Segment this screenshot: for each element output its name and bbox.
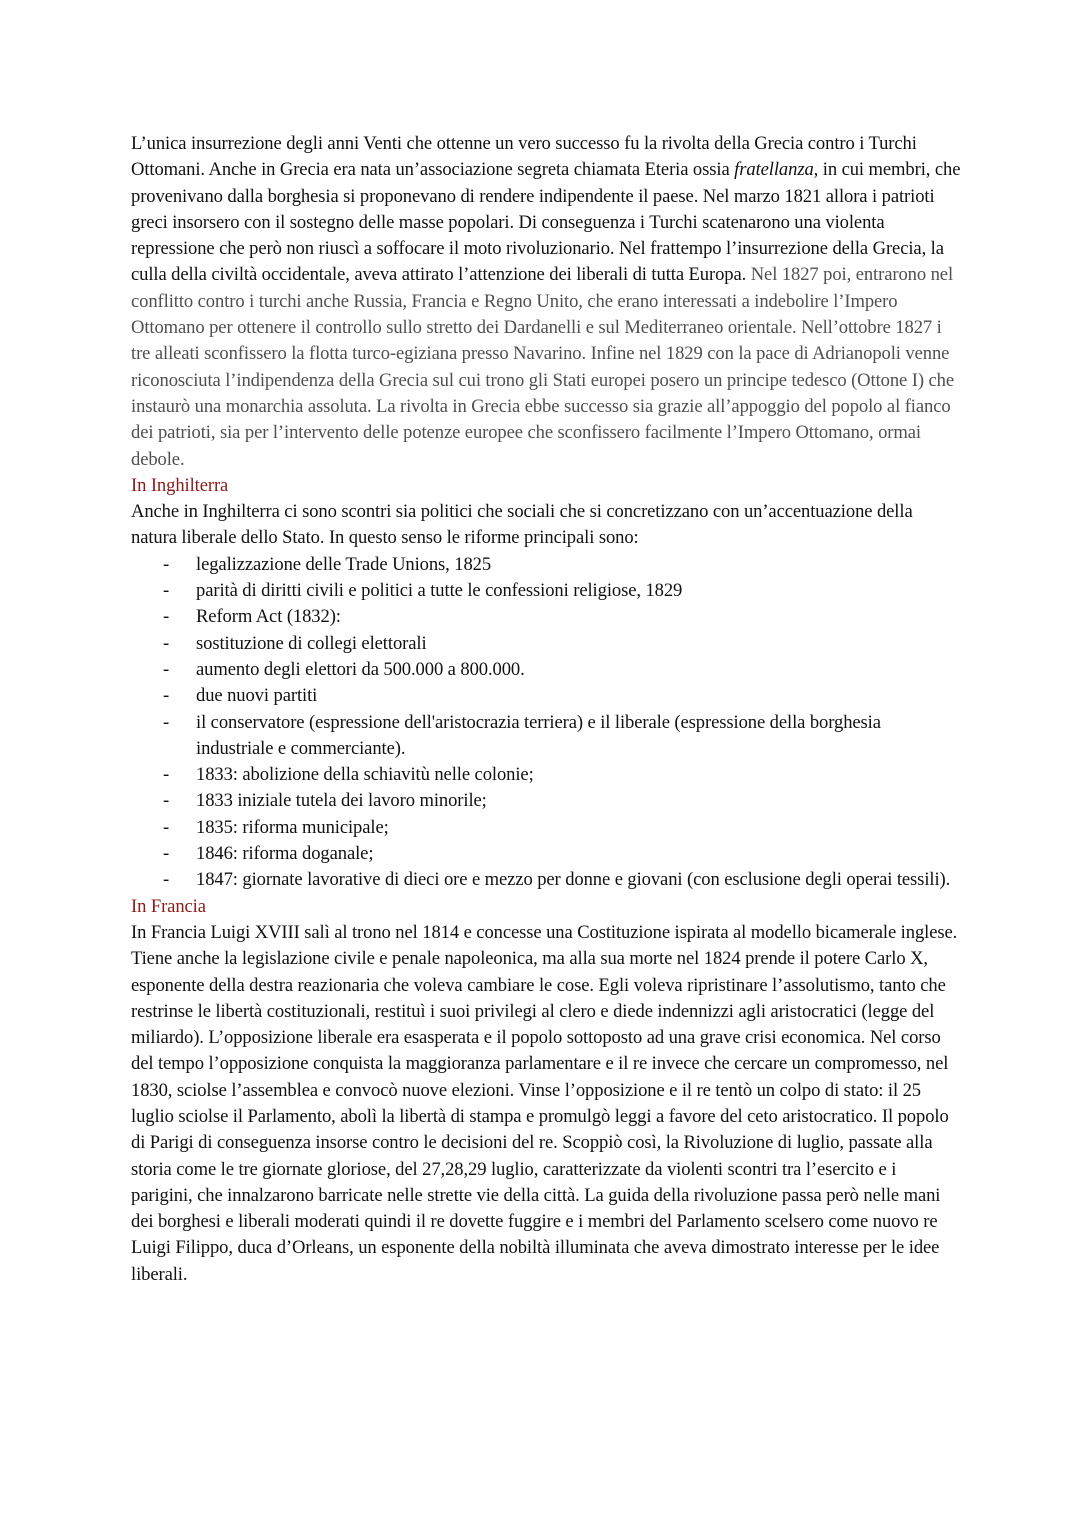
list-item: - 1835: riforma municipale;	[131, 815, 961, 841]
italic-term: fratellanza	[734, 159, 814, 181]
list-item: - parità di diritti civili e politici a tutte le confessioni religiose, 1829	[131, 578, 961, 604]
paragraph-text-secondary: Nel 1827 poi, entrarono nel conflitto contro i turchi anche Russia, Francia e Regno Unito, che erano interessati a indebolire l’Impero Ottomano per ottenere il controllo sullo stretto dei Dardanelli e sul Mediterraneo orientale. Nell’ottobre 1827 i tre alleati sconfissero la flotta turco-egiziana presso Navarino. Infine nel 1829 con la pace di Adrianopoli venne riconosciuta l’indipendenza della Grecia sul cui trono gli Stati europei posero un principe tedesco (Ottone I) che instaurò una monarchia assoluta. La rivolta in Grecia ebbe successo sia grazie all’appoggio del popolo al fianco dei patrioti, sia per l’intervento delle potenze europee che sconfissero facilmente l’Impero Ottomano, ormai debole.	[131, 264, 954, 470]
list-item: - Reform Act (1832):	[131, 604, 961, 630]
reforms-list	[131, 552, 961, 894]
paragraph-inghilterra-intro: Anche in Inghilterra ci sono scontri sia politici che sociali che si concretizzano con un’accentuazione della natura liberale dello Stato. In questo senso le riforme principali sono:	[131, 501, 913, 549]
section-heading-inghilterra: In Inghilterra	[131, 474, 229, 496]
list-item: - sostituzione di collegi elettorali	[131, 631, 961, 657]
paragraph-francia: In Francia Luigi XVIII salì al trono nel 1814 e concesse una Costituzione ispirata al modello bicamerale inglese. Tiene anche la legislazione civile e penale napoleonica, ma alla sua morte nel 1824 prende il potere Carlo X, esponente della destra reazionaria che voleva cambiare le cose. Egli voleva ripristinare l’assolutismo, tanto che restrinse le libertà costituzionali, restituì i suoi privilegi al clero e diede indennizzi agli aristocratici (legge del miliardo). L’opposizione liberale era esasperata e il popolo sottoposto ad una grave crisi economica. Nel corso del tempo l’opposizione conquista la maggioranza parlamentare e il re invece che cercare un compromesso, nel 1830, sciolse l’assemblea e convocò nuove elezioni. Vinse l’opposizione e il re tentò un colpo di stato: il 25 luglio sciolse il Parlamento, abolì la libertà di stampa e promulgò leggi a favore del ceto aristocratico. Il popolo di Parigi di conseguenza insorse contro le decisioni del re. Scoppiò così, la Rivoluzione di luglio, passate alla storia come le tre giornate gloriose, del 27,28,29 luglio, caratterizzate da violenti scontri tra l’esercito e i parigini, che innalzarono barricate nelle strette vie della città. La guida della rivoluzione passa però nelle mani dei borghesi e liberali moderati quindi il re dovette fuggire e i membri del Parlamento scelsero come nuovo re Luigi Filippo, duca d’Orleans, un esponente della nobiltà illuminata che aveva dimostrato interesse per le idee liberali.	[131, 921, 958, 1285]
list-item: - due nuovi partiti	[131, 683, 961, 709]
list-item: - 1833: abolizione della schiavitù nelle colonie;	[131, 762, 961, 788]
list-item: - legalizzazione delle Trade Unions, 1825	[131, 552, 961, 578]
list-item: - 1847: giornate lavorative di dieci ore e mezzo per donne e giovani (con esclusione degli operai tessili).	[131, 867, 961, 893]
section-heading-francia: In Francia	[131, 895, 206, 917]
paragraph-text: L’unica insurrezione degli anni Venti che ottenne un vero successo fu la rivolta della Grecia contro i Turchi Ottomani. Anche in Grecia era nata un’associazione segreta chiamata Eteria ossia	[131, 133, 917, 181]
list-item: - 1833 iniziale tutela dei lavoro minorile;	[131, 788, 961, 814]
paragraph-grecia	[131, 131, 961, 473]
paragraph-text: , in cui membri, che provenivano dalla borghesia si proponevano di rendere indipendente il paese. Nel marzo 1821 allora i patrioti greci insorsero con il sostegno delle masse popolari. Di conseguenza i Turchi scatenarono una violenta repressione che però non riuscì a soffocare il moto rivoluzionario. Nel frattempo l’insurrezione della Grecia, la culla della civiltà occidentale, aveva attirato l’attenzione dei liberali di tutta Europa.	[131, 159, 961, 286]
list-item: - il conservatore (espressione dell'aristocrazia terriera) e il liberale (espressione della borghesia industriale e commerciante).	[131, 710, 961, 763]
list-item: - aumento degli elettori da 500.000 a 800.000.	[131, 657, 961, 683]
document-page	[131, 131, 961, 1288]
list-item: - 1846: riforma doganale;	[131, 841, 961, 867]
